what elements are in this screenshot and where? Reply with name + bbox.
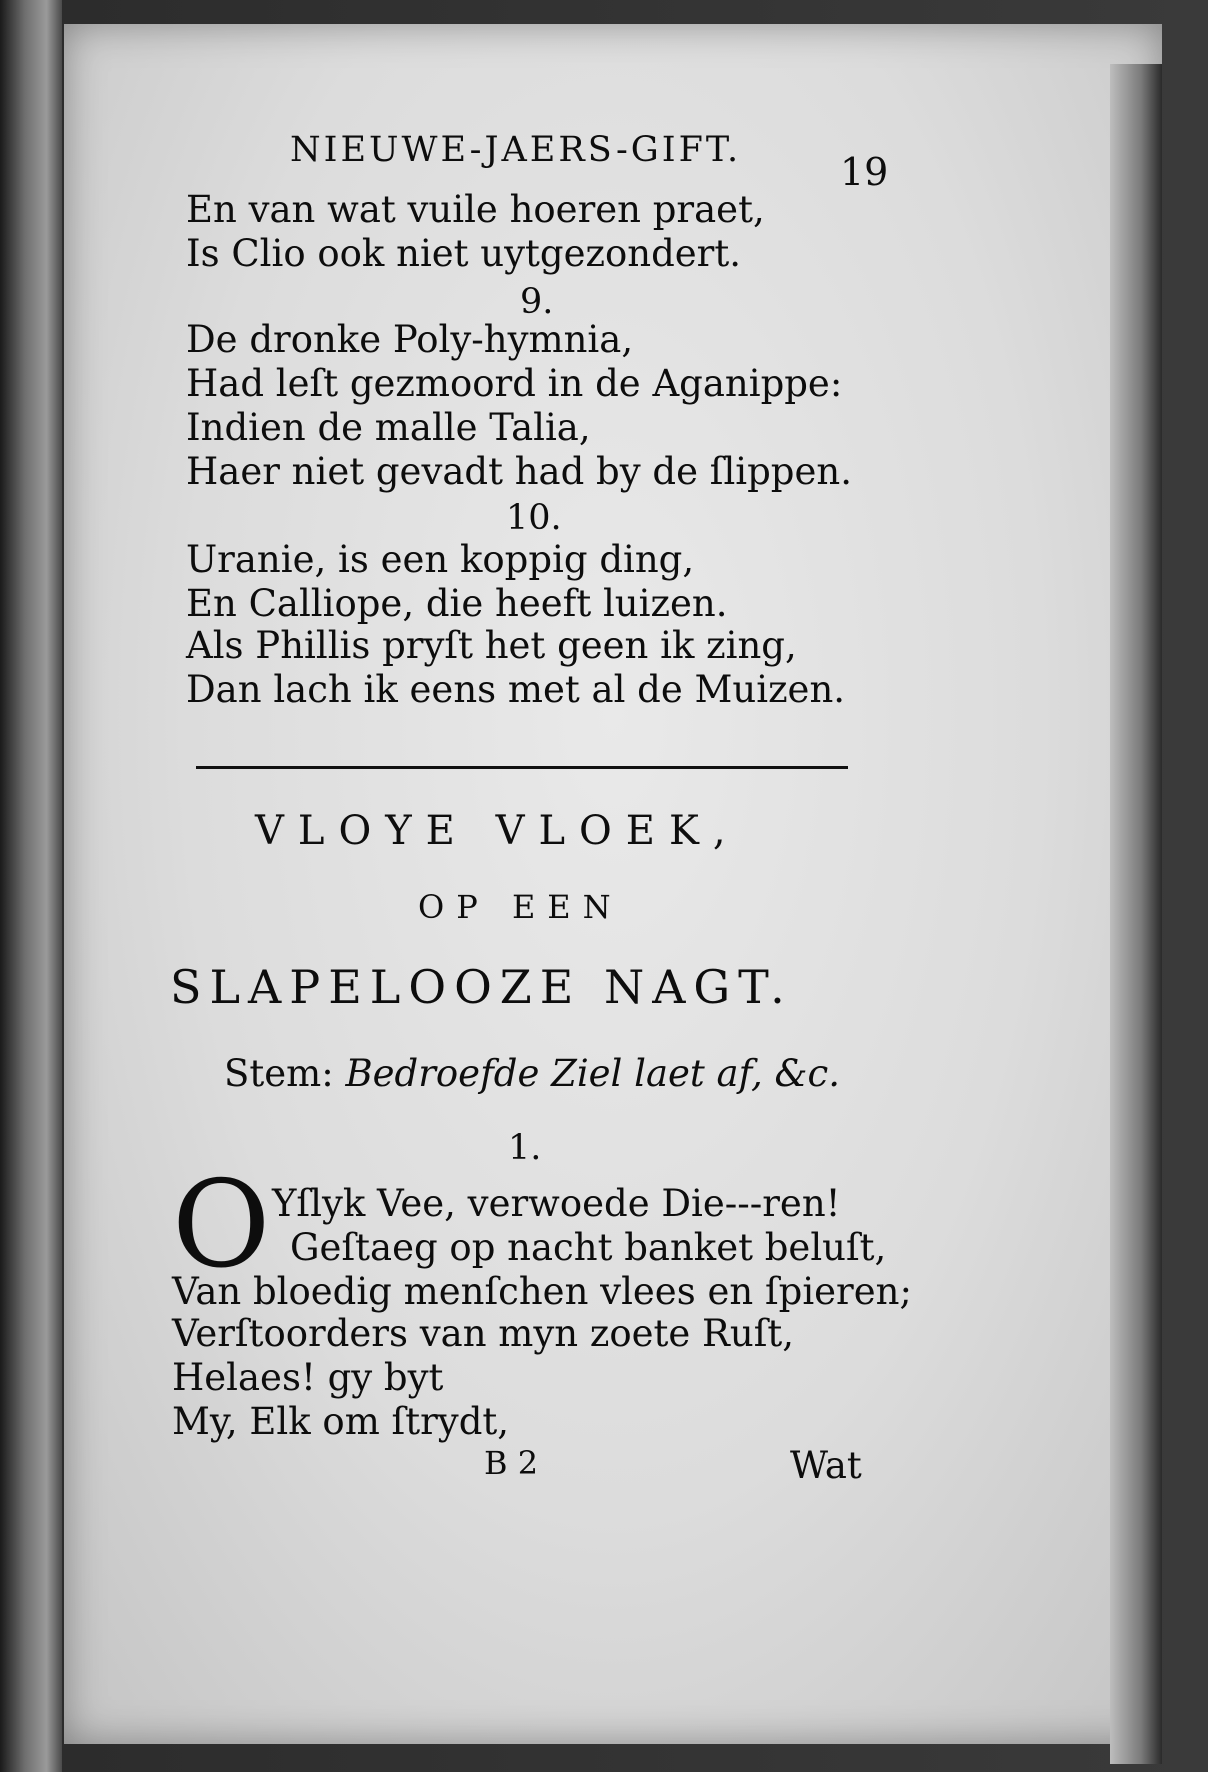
tune-label: Stem:	[224, 1052, 334, 1095]
verse-line: Van bloedig menſchen vlees en ſpieren;	[172, 1270, 912, 1313]
verse-line: Had leſt gezmoord in de Aganippe:	[186, 362, 843, 405]
verse-line: Indien de malle Talia,	[186, 406, 591, 449]
page-right-edge	[1110, 64, 1162, 1764]
verse-line: De dronke Poly-hymnia,	[186, 318, 634, 361]
verse-line: Haer niet gevadt had by de ſlippen.	[186, 450, 852, 493]
verse-line: En van wat vuile hoeren praet,	[186, 188, 765, 231]
catchword: Wat	[790, 1444, 862, 1487]
running-head: NIEUWE-JAERS-GIFT.	[290, 130, 742, 170]
tune-melody: Bedroefde Ziel laet af,	[345, 1052, 763, 1095]
title-line-1: VLOYE VLOEK,	[255, 808, 740, 854]
page-number: 19	[840, 150, 889, 194]
verse-line: Yſlyk Vee, verwoede Die---ren!	[272, 1182, 841, 1225]
verse-line: Uranie, is een koppig ding,	[186, 538, 695, 581]
verse-line: Is Clio ook niet uytgezondert.	[186, 232, 741, 275]
book-page	[64, 24, 1162, 1744]
book-left-edge	[0, 0, 62, 1772]
drop-cap: O	[172, 1156, 271, 1295]
verse-line: Helaes! gy byt	[172, 1356, 444, 1399]
stanza-number: 9.	[520, 282, 554, 322]
title-line-2: OP EEN	[418, 888, 623, 926]
stanza-number: 1.	[508, 1128, 542, 1168]
verse-line: En Calliope, die heeft luizen.	[186, 582, 728, 625]
verse-line: Dan lach ik eens met al de Muizen.	[186, 668, 846, 711]
stanza-number: 10.	[506, 498, 562, 538]
horizontal-rule	[196, 766, 848, 769]
verse-line: My, Elk om ſtrydt,	[172, 1400, 510, 1443]
verse-line: Verſtoorders van myn zoete Ruſt,	[172, 1312, 795, 1355]
signature-mark: B 2	[484, 1444, 539, 1482]
tune-indication	[224, 1052, 840, 1095]
tune-etc: &c.	[774, 1052, 840, 1095]
title-line-3: SLAPELOOZE NAGT.	[170, 960, 793, 1014]
verse-line: Als Phillis pryſt het geen ik zing,	[186, 624, 797, 667]
verse-line: Geſtaeg op nacht banket beluſt,	[290, 1226, 887, 1269]
